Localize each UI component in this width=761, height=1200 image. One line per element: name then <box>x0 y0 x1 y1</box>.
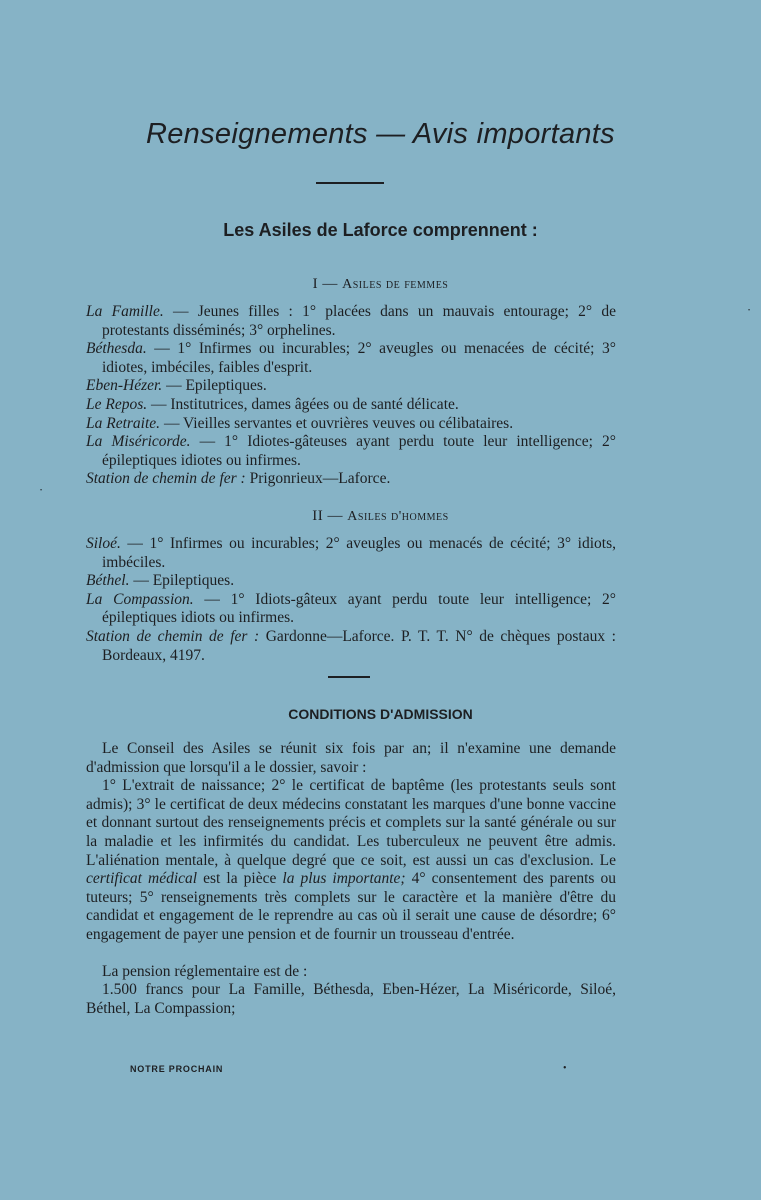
asylum-entry <box>86 470 616 489</box>
section-number: II — <box>312 508 348 524</box>
section-heading-hommes <box>0 508 761 525</box>
section-number: I — <box>312 276 343 292</box>
page-title: Renseignements — Avis importants <box>146 118 615 150</box>
conditions-text: 4° consentement des parents ou tuteurs; 5° renseignements très complets sur le caractère et la manière d'être du candidat et engagement de le reprendre au cas où il serait une cause de désordre; 6° engagement de payer une pension et de fournir un trousseau d'entrée. <box>86 870 616 943</box>
print-speck: • <box>563 1063 567 1074</box>
asylum-entry <box>86 572 616 591</box>
conditions-heading: CONDITIONS D'ADMISSION <box>288 706 473 722</box>
asylum-name: Béthel. <box>86 572 130 590</box>
asylum-entry <box>86 377 616 396</box>
asylum-description: — Vieilles servantes et ouvrières veuves ou célibataires. <box>160 414 514 432</box>
conditions-text: 1° L'extrait de naissance; 2° le certificat de baptême (les protestants seuls sont admis); 3° le certificat de deux médecins constatant les marques d'une bonne vaccine et donnant surtout des renseignements précis et complets sur la santé générale ou sur la maladie et les infirmités du candidat. Les tuberculeux ne peuvent être admis. L'aliénation mentale, à quelque degré que ce soit, est aussi un cas d'exclusion. Le <box>86 777 616 869</box>
pension-intro: La pension réglementaire est de : <box>102 962 308 980</box>
conditions-text: est la pièce <box>197 870 283 888</box>
conditions-paragraph-1: Le Conseil des Asiles se réunit six fois par an; il n'examine une demande d'admission que lorsqu'il a le dossier, savoir : <box>86 740 616 776</box>
asylum-description: Prigonrieux—Laforce. <box>245 470 391 488</box>
asylum-description: — Epileptiques. <box>129 572 235 590</box>
asylum-entry <box>86 396 616 415</box>
print-speck: • <box>40 488 43 494</box>
title-divider <box>316 182 384 184</box>
asylum-name: La Miséricorde. <box>86 433 191 451</box>
asylum-description: — Jeunes filles : 1° placées dans un mauvais entourage; 2° de protestants disséminés; 3° orphelines. <box>102 303 616 339</box>
asylum-description: — Epileptiques. <box>162 377 267 395</box>
asylum-description: — Institutrices, dames âgées ou de santé délicate. <box>147 395 459 413</box>
asylum-description: — 1° Infirmes ou incurables; 2° aveugles ou menacées de cécité; 3° idiotes, imbéciles, faibles d'esprit. <box>102 340 616 376</box>
conditions-emphasis: certificat médical <box>86 870 198 888</box>
conditions-paragraph-2 <box>86 777 616 944</box>
section-label: Asiles d'hommes <box>347 509 449 524</box>
asylum-entry <box>86 415 616 434</box>
asylum-name: Station de chemin de fer : <box>86 627 260 645</box>
asylum-entry <box>86 340 616 377</box>
conditions-emphasis: la plus importante; <box>282 870 406 888</box>
footer-running-title: NOTRE PROCHAIN <box>130 1064 224 1074</box>
section-hommes-list <box>86 535 616 665</box>
section-heading-femmes <box>0 276 761 293</box>
asylum-description: — 1° Idiots-gâteux ayant perdu toute leur intelligence; 2° épileptiques idiots ou infirmes. <box>102 590 616 627</box>
asylum-description: — 1° Infirmes ou incurables; 2° aveugles ou menacés de cécité; 3° idiots, imbéciles. <box>102 535 616 571</box>
asylum-entry <box>86 535 616 572</box>
pension-amount: 1.500 francs pour La Famille, Béthesda, Eben-Hézer, La Miséricorde, Siloé, Béthel, La Compassion; <box>86 981 616 1017</box>
asylum-entry <box>86 433 616 470</box>
asylum-name: Station de chemin de fer : <box>86 470 246 488</box>
asylum-name: La Famille. <box>86 303 164 320</box>
asylum-name: Béthesda. <box>86 340 147 358</box>
section-divider <box>328 676 370 678</box>
conditions-body <box>86 740 616 1018</box>
asylum-name: La Retraite. <box>86 414 161 432</box>
subtitle: Les Asiles de Laforce comprennent : <box>223 220 538 240</box>
asylum-entry <box>86 591 616 628</box>
asylum-description: — 1° Idiotes-gâteuses ayant perdu toute leur intelligence; 2° épileptiques idiotes ou infirmes. <box>102 433 616 469</box>
section-label: Asiles de femmes <box>342 277 449 292</box>
asylum-entry <box>86 303 616 340</box>
print-speck: • <box>748 308 751 314</box>
asylum-name: Le Repos. <box>86 395 148 413</box>
asylum-description: Gardonne—Laforce. P. T. T. N° de chèques postaux : Bordeaux, 4197. <box>102 627 616 664</box>
section-femmes-list <box>86 303 616 489</box>
asylum-entry <box>86 628 616 665</box>
asylum-name: Eben-Hézer. <box>86 377 163 395</box>
asylum-name: La Compassion. <box>86 590 194 608</box>
asylum-name: Siloé. <box>86 535 121 552</box>
